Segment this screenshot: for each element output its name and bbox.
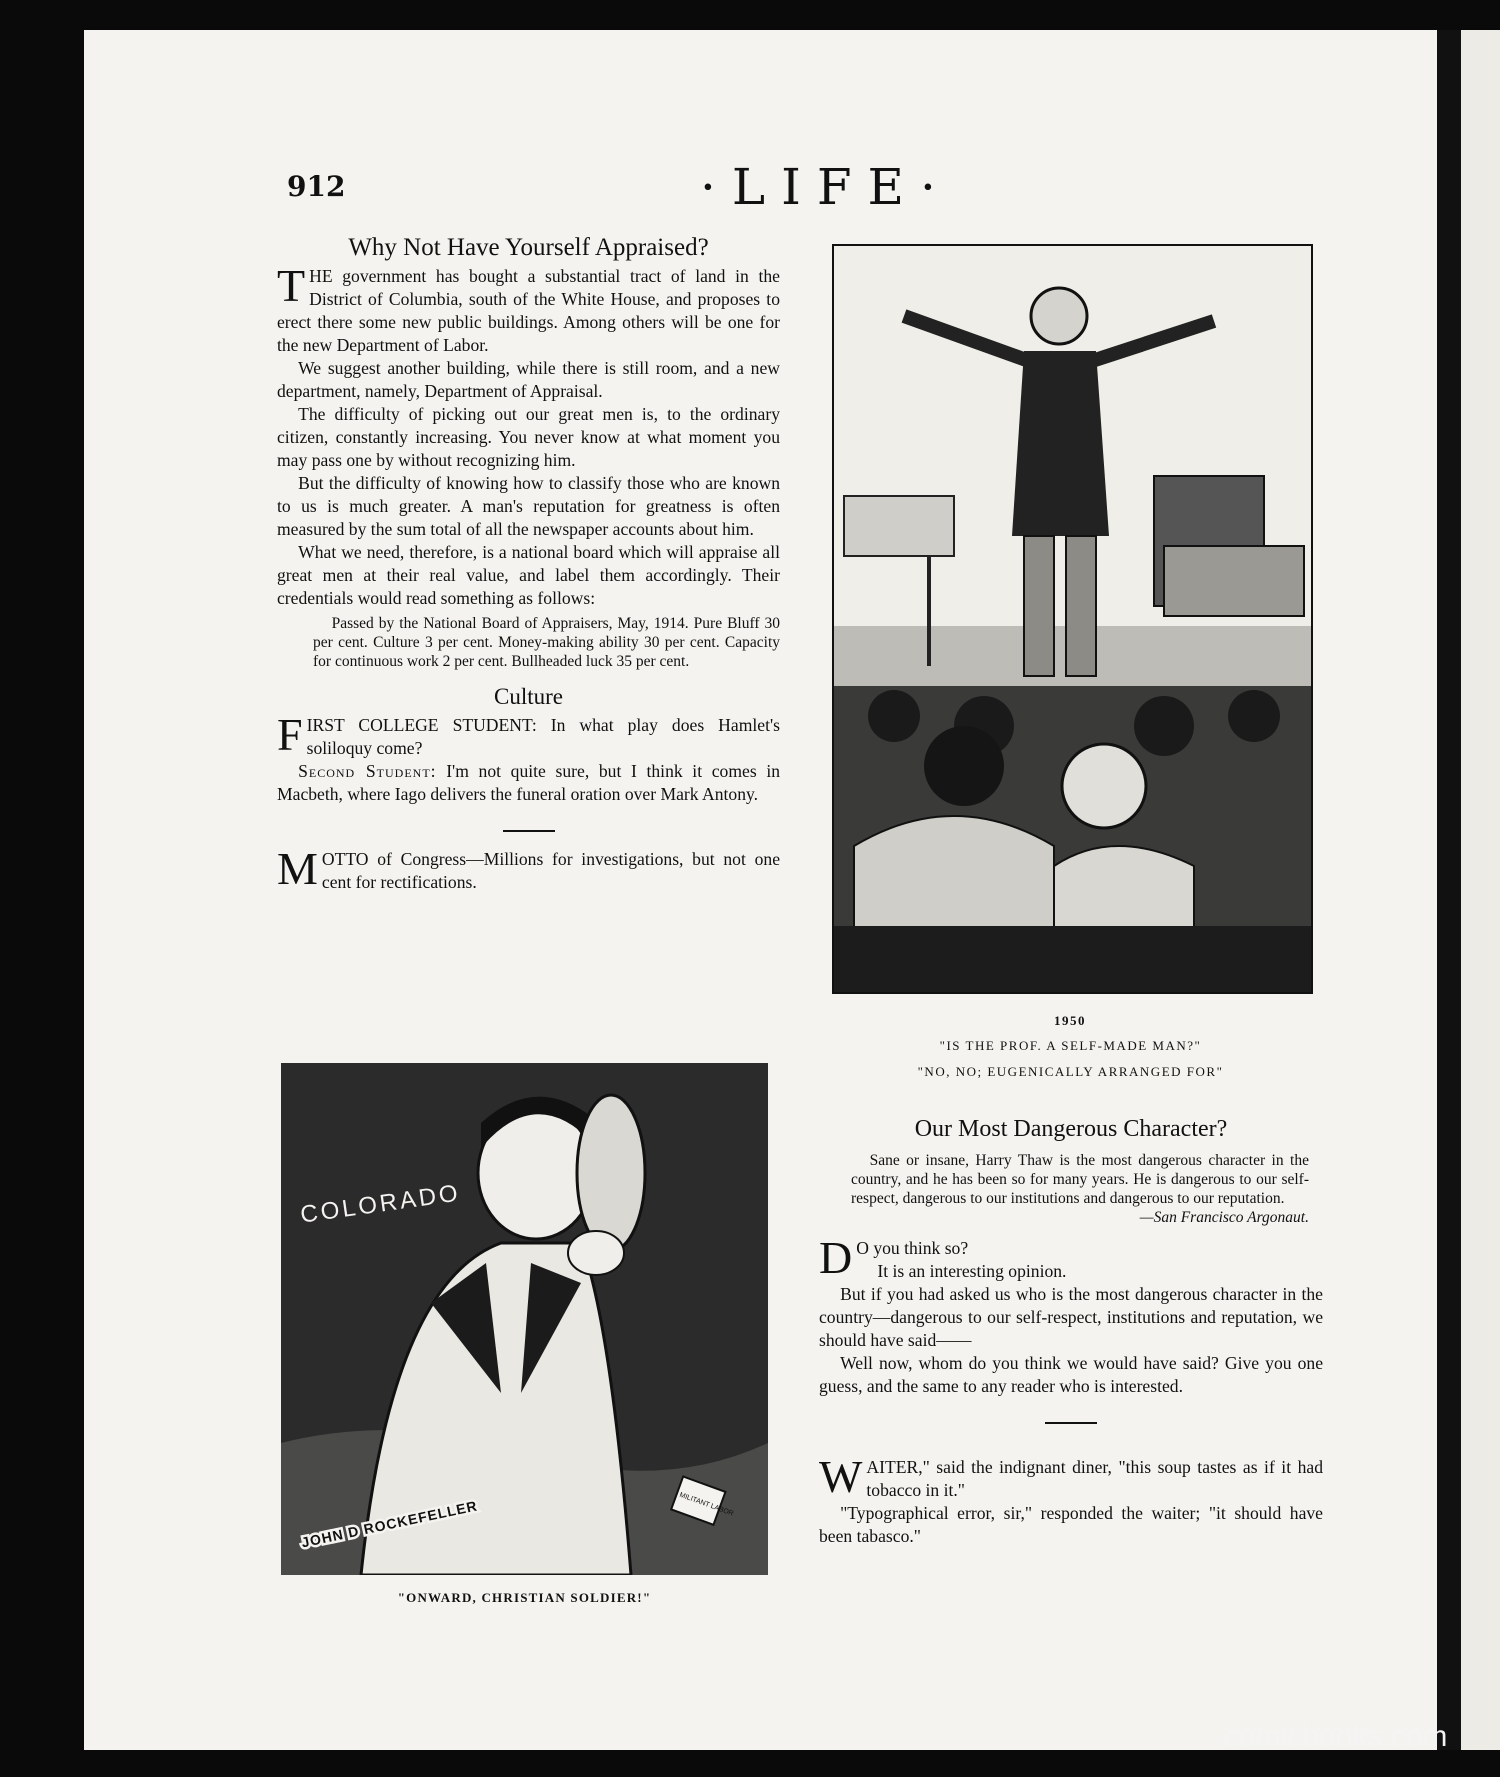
paragraph: It is an interesting opinion. [877, 1261, 1067, 1281]
rockefeller-drawing [281, 1063, 768, 1575]
cartoon-label-paper: MILITANT LABOR [678, 1491, 735, 1518]
article-title-dangerous: Our Most Dangerous Character? [914, 1116, 1228, 1142]
watermark: comicbooks.com [1224, 1720, 1448, 1753]
paragraph: "Typographical error, sir," responded the waiter; "it should have been tabasco." [819, 1503, 1323, 1546]
paragraph: I'm not quite sure, but I think it comes in Macbeth, where Iago delivers the funeral oration over Mark Antony. [277, 761, 781, 804]
paragraph: OTTO of Congress—Millions for investigations, but not one cent for rectifications. [321, 849, 780, 892]
section-rule [503, 830, 555, 832]
paragraph: We suggest another building, while there is still room, and a new department, namely, Department of Appraisal. [277, 358, 780, 401]
illustration-rockefeller [281, 1063, 768, 1575]
cartoon-label-name: JOHN D ROCKEFELLER [299, 1497, 480, 1551]
thaw-quote [851, 1151, 1309, 1227]
quote-text: Sane or insane, Harry Thaw is the most dangerous character in the country, and he has been so for many years. He is dangerous to our self-respect, dangerous to our institutions and dangerous to our reputation. [851, 1152, 1309, 1207]
drop-cap: F [277, 709, 303, 760]
paragraph: The difficulty of picking out our great men is, to the ordinary citizen, constantly increasing. You never know at what moment you may pass one by without recognizing him. [277, 404, 780, 470]
paragraph: O you think so? [856, 1238, 969, 1258]
quote-attribution: —San Francisco Argonaut. [1139, 1209, 1309, 1226]
paragraph: Well now, whom do you think we would have said? Give you one guess, and the same to any reader who is interested. [819, 1353, 1323, 1396]
section-rule [1045, 1422, 1097, 1424]
illustration-caption: "ONWARD, CHRISTIAN SOLDIER!" [397, 1590, 652, 1605]
illustration-lecture [832, 244, 1313, 994]
paragraph: AITER," said the indignant diner, "this soup tastes as if it had tobacco in it." [866, 1457, 1323, 1500]
masthead: ·LIFE· [700, 158, 952, 216]
paragraph: But the difficulty of knowing how to classify those who are known to us is much greater. A man's reputation for greatness is often measured by the sum total of all the newspaper accounts about him. [277, 473, 780, 539]
lecture-drawing [834, 246, 1311, 992]
illustration-caption-line1: "IS THE PROF. A SELF-MADE MAN?" [939, 1038, 1202, 1053]
article-body-motto [277, 843, 780, 894]
article-body-culture [277, 709, 781, 806]
article-title-culture: Culture [494, 684, 563, 709]
illustration-year: 1950 [1054, 1013, 1086, 1028]
drop-cap: D [819, 1232, 853, 1283]
quote-text: Passed by the National Board of Appraisers, May, 1914. Pure Bluff 30 per cent. Culture 3 per cent. Money-making ability 30 per cent. Capacity for continuous work 2 per cent. Bullheaded luck 35 per cent. [313, 615, 780, 670]
article-body-appraised [277, 260, 780, 671]
left-column [277, 236, 780, 894]
paragraph: HE government has bought a substantial tract of land in the District of Columbia, south of the White House, and proposes to erect there some new public buildings. Among others will be one for the new Department of Labor. [277, 266, 780, 355]
right-column [819, 1118, 1323, 1548]
appraisal-quote [313, 614, 780, 671]
drop-cap: W [819, 1451, 863, 1502]
article-body-waiter [819, 1451, 1323, 1548]
paragraph: IRST COLLEGE STUDENT: In what play does Hamlet's soliloquy come? [306, 715, 780, 758]
article-title-appraised: Why Not Have Yourself Appraised? [348, 234, 709, 261]
paragraph: What we need, therefore, is a national board which will appraise all great men at their real value, and label them accordingly. Their credentials would read something as follows: [277, 542, 780, 608]
drop-cap: T [277, 260, 306, 311]
cartoon-label-colorado: COLORADO [298, 1179, 463, 1229]
page-number: 912 [287, 170, 346, 203]
paragraph: But if you had asked us who is the most dangerous character in the country—dangerous to our self-respect, institutions and reputation, we should have said—— [819, 1284, 1323, 1350]
article-body-dangerous [819, 1232, 1323, 1398]
drop-cap: M [277, 843, 318, 894]
speaker-label: Second Student: [298, 761, 437, 781]
illustration-caption-line2: "NO, NO; EUGENICALLY ARRANGED FOR" [917, 1064, 1224, 1079]
